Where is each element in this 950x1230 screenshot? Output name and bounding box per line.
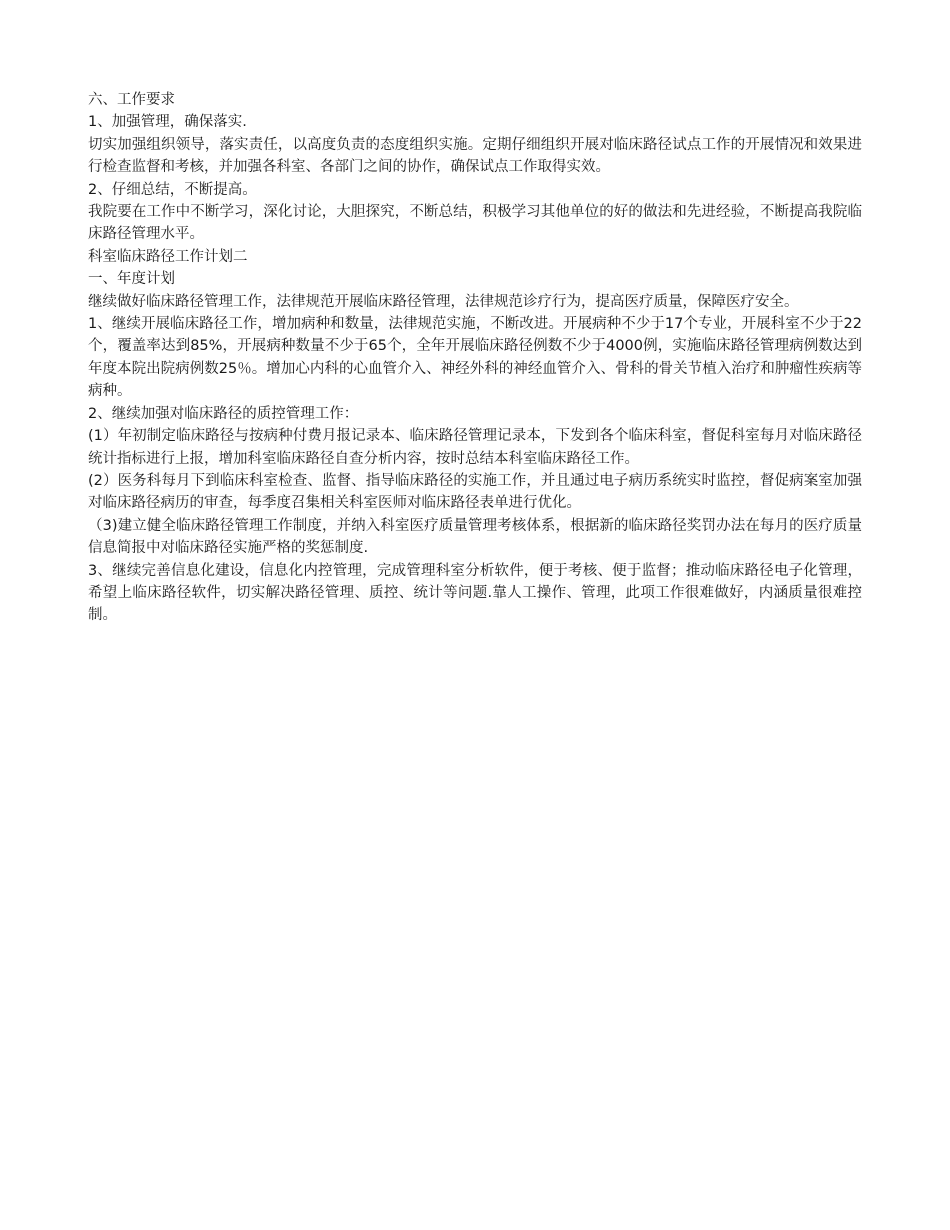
section-heading-annual-plan: 一、年度计划 (88, 271, 175, 288)
paragraph: 我院要在工作中不断学习，深化讨论，大胆探究，不断总结，积极学习其他单位的好的做法和先进经验，不断提高我院临床路径管理水平。 (88, 204, 862, 243)
item-heading-quality-control: 2、继续加强对临床路径的质控管理工作： (88, 405, 359, 422)
document-body (88, 89, 862, 627)
item-heading-strengthen-management: 1、加强管理，确保落实. (88, 114, 247, 131)
paragraph: 继续做好临床路径管理工作，法律规范开展临床路径管理，法律规范诊疗行为，提高医疗质量，保障医疗安全。 (88, 293, 799, 310)
paragraph: 3、继续完善信息化建设，信息化内控管理，完成管理科室分析软件，便于考核、便于监督；推动临床路径电子化管理，希望上临床路径软件，切实解决路径管理、质控、统计等问题.靠人工操作、管理，此项工作很难做好，内涵质量很难控制。 (88, 562, 862, 624)
item-heading-summarize: 2、仔细总结，不断提高。 (88, 181, 257, 198)
paragraph: 1、继续开展临床路径工作，增加病种和数量，法律规范实施，不断改进。开展病种不少于17个专业，开展科室不少于22个，覆盖率达到85%，开展病种数量不少于65个，全年开展临床路径例数不少于4000例，实施临床路径管理病例数达到年度本院出院病例数25％。增加心内科的心血管介入、神经外科的神经血管介入、骨科的骨关节植入治疗和肿瘤性疾病等病种。 (88, 316, 862, 400)
section-heading-work-requirements: 六、工作要求 (88, 92, 175, 108)
paragraph: (1）年初制定临床路径与按病种付费月报记录本、临床路径管理记录本，下发到各个临床科室，督促科室每月对临床路径统计指标进行上报，增加科室临床路径自查分析内容，按时总结本科室临床路径工作。 (88, 428, 862, 467)
paragraph: (2）医务科每月下到临床科室检查、监督、指导临床路径的实施工作，并且通过电子病历系统实时监控，督促病案室加强对临床路径病历的审查，每季度召集相关科室医师对临床路径表单进行优化。 (88, 472, 862, 512)
document-title: 科室临床路径工作计划二 (88, 248, 248, 265)
paragraph: （3)建立健全临床路径管理工作制度，并纳入科室医疗质量管理考核体系，根据新的临床路径奖罚办法在每月的医疗质量信息简报中对临床路径实施严格的奖惩制度. (88, 517, 862, 557)
paragraph: 切实加强组织领导，落实责任，以高度负责的态度组织实施。定期仔细组织开展对临床路径试点工作的开展情况和效果进行检查监督和考核，并加强各科室、各部门之间的协作，确保试点工作取得实效。 (88, 136, 862, 176)
